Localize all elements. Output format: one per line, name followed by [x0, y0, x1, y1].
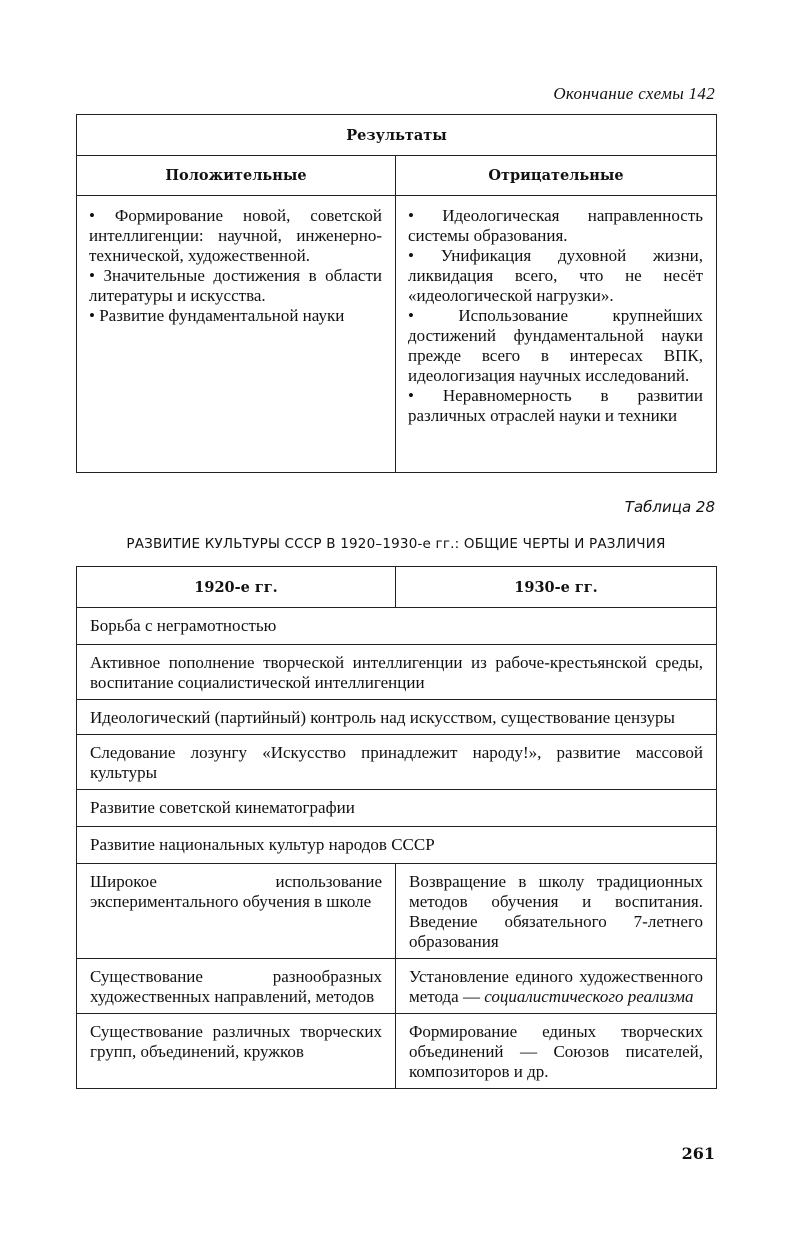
list-item: • Унификация духовной жизни, ликвидация всего, что не несёт «идеологической нагрузки».	[408, 246, 704, 305]
difference-cell-1930s	[396, 959, 717, 1014]
table-number: Таблица 28	[624, 498, 715, 516]
difference-cell-1920s: Существование различных творческих групп, объединений, кружков	[77, 1014, 396, 1089]
results-table	[76, 114, 717, 473]
list-item: • Значительные достижения в области литературы и искусства.	[89, 266, 382, 305]
common-feature-cell: Активное пополнение творческой интеллигенции из рабоче-крестьянской среды, воспитание социалистической интеллигенции	[77, 645, 717, 700]
table-row	[77, 608, 717, 645]
table-row	[77, 790, 717, 827]
italic-term: социалистического реализма	[484, 987, 694, 1006]
common-feature-cell: Идеологический (партийный) контроль над искусством, существование цензуры	[77, 700, 717, 735]
table-row	[77, 700, 717, 735]
table-row	[77, 959, 717, 1014]
list-item: • Использование крупнейших достижений фундаментальной науки прежде всего в интересах ВПК, идеологизация научных исследований.	[408, 306, 704, 385]
column-header-1920s: 1920-е гг.	[77, 567, 396, 608]
culture-table	[76, 566, 717, 1089]
negative-results-cell	[396, 196, 717, 473]
table-row	[77, 1014, 717, 1089]
difference-cell-1930s: Возвращение в школу традиционных методов обучения и воспитания. Введение обязательного 7-летнего образования	[396, 864, 717, 959]
results-title: Результаты	[77, 115, 717, 156]
difference-cell-1920s: Существование разнообразных художественных направлений, методов	[77, 959, 396, 1014]
positive-results-cell	[77, 196, 396, 473]
column-header-1930s: 1930-е гг.	[396, 567, 717, 608]
list-item: • Развитие фундаментальной науки	[89, 306, 345, 325]
difference-cell-1930s: Формирование единых творческих объединений — Союзов писателей, композиторов и др.	[396, 1014, 717, 1089]
table-row	[77, 827, 717, 864]
table-row	[77, 735, 717, 790]
table-row	[77, 645, 717, 700]
list-item: • Неравномерность в развитии различных отраслей науки и техники	[408, 386, 704, 425]
scheme-continuation-caption: Окончание схемы 142	[553, 84, 715, 103]
page-number: 261	[681, 1144, 715, 1163]
difference-cell-1920s: Широкое использование экспериментального обучения в школе	[77, 864, 396, 959]
common-feature-cell: Борьба с неграмотностью	[77, 608, 717, 645]
list-item: • Формирование новой, советской интеллигенции: научной, инженерно-технической, художественной.	[89, 206, 382, 265]
list-item: • Идеологическая направленность системы образования.	[408, 206, 704, 245]
negative-column-header: Отрицательные	[396, 156, 717, 196]
table-title: РАЗВИТИЕ КУЛЬТУРЫ СССР В 1920–1930-е гг.: ОБЩИЕ ЧЕРТЫ И РАЗЛИЧИЯ	[126, 536, 666, 552]
common-feature-cell: Развитие советской кинематографии	[77, 790, 717, 827]
positive-column-header: Положительные	[77, 156, 396, 196]
table-row	[77, 864, 717, 959]
cell-text: Установление единого художественного метода —	[409, 967, 703, 1006]
common-feature-cell: Развитие национальных культур народов СССР	[77, 827, 717, 864]
common-feature-cell: Следование лозунгу «Искусство принадлежит народу!», развитие массовой культуры	[77, 735, 717, 790]
